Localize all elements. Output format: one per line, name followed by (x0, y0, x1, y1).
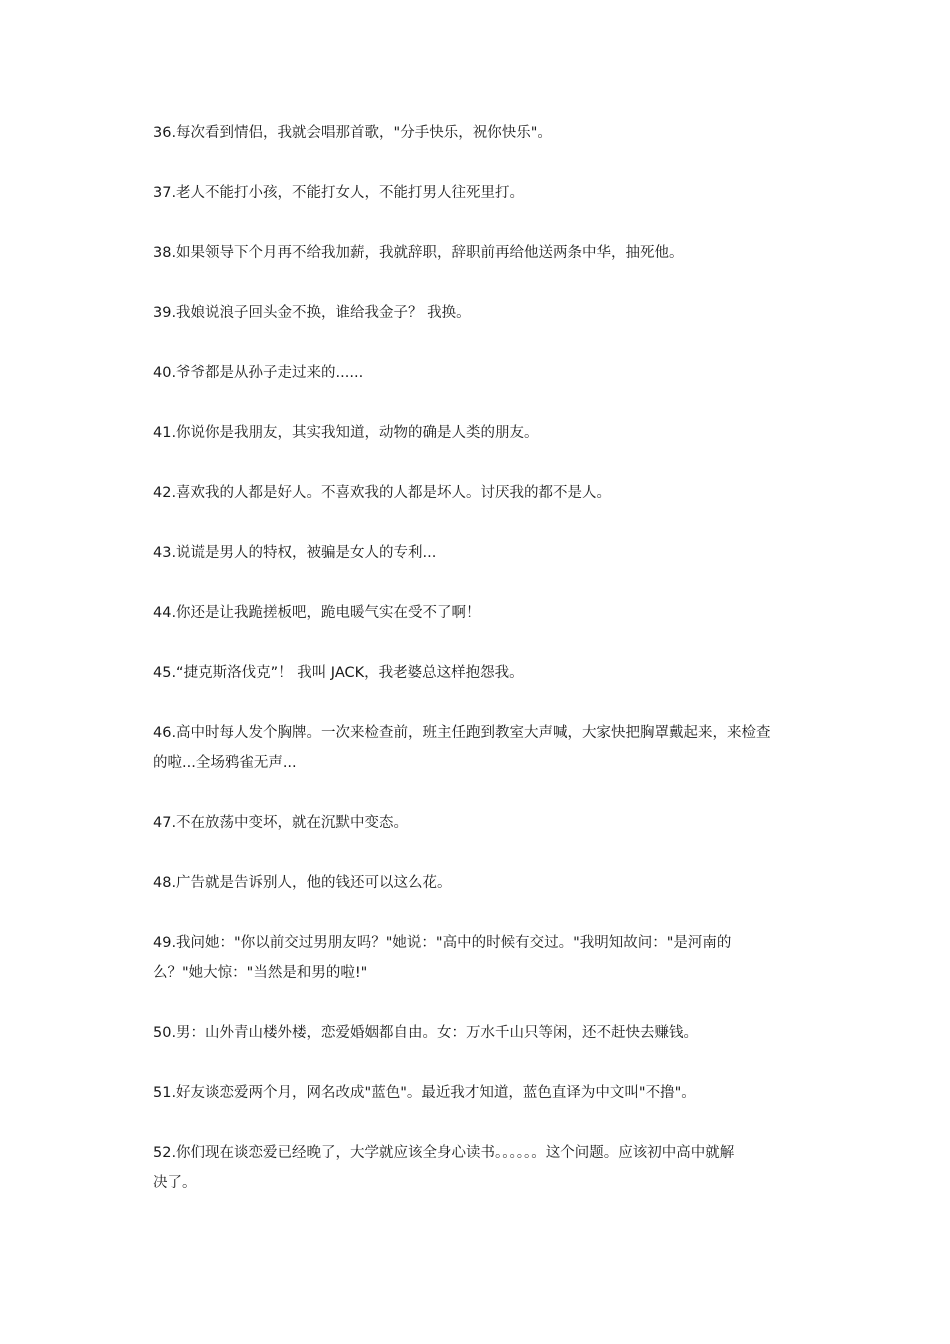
list-item (153, 178, 803, 208)
item-text: 48.广告就是告诉别人，他的钱还可以这么花。 (153, 875, 452, 891)
list-item (153, 238, 803, 268)
item-text: 52.你们现在谈恋爱已经晚了，大学就应该全身心读书。。。。。。这个问题。应该初中高中就解 (153, 1145, 735, 1161)
joke-list (153, 118, 803, 1228)
item-text: 45.“捷克斯洛伐克”！ 我叫 JACK，我老婆总这样抱怨我。 (153, 665, 524, 681)
item-text: 44.你还是让我跪搓板吧，跪电暖气实在受不了啊！ (153, 605, 481, 621)
list-item (153, 358, 803, 388)
item-text: 38.如果领导下个月再不给我加薪，我就辞职，辞职前再给他送两条中华，抽死他。 (153, 245, 684, 261)
item-text: 36.每次看到情侣，我就会唱那首歌，"分手快乐，祝你快乐"。 (153, 125, 552, 141)
list-item (153, 118, 803, 148)
list-item (153, 1078, 803, 1108)
list-item (153, 928, 803, 988)
list-item (153, 658, 803, 688)
list-item (153, 1138, 803, 1198)
list-item (153, 298, 803, 328)
list-item (153, 598, 803, 628)
item-text: 41.你说你是我朋友，其实我知道，动物的确是人类的朋友。 (153, 425, 539, 441)
list-item (153, 478, 803, 508)
item-text: 43.说谎是男人的特权，被骗是女人的专利... (153, 545, 437, 561)
item-text: 42.喜欢我的人都是好人。不喜欢我的人都是坏人。讨厌我的都不是人。 (153, 485, 612, 501)
item-text: 51.好友谈恋爱两个月，网名改成"蓝色"。最近我才知道，蓝色直译为中文叫"不撸"。 (153, 1085, 696, 1101)
item-text: 49.我问她："你以前交过男朋友吗？"她说："高中的时候有交过。"我明知故问："是河南的 (153, 935, 732, 951)
item-text: 37.老人不能打小孩，不能打女人，不能打男人往死里打。 (153, 185, 525, 201)
item-text: 50.男：山外青山楼外楼，恋爱婚姻都自由。女：万水千山只等闲，还不赶快去赚钱。 (153, 1025, 699, 1041)
item-text-continued: 的啦...全场鸦雀无声... (153, 755, 297, 771)
list-item (153, 808, 803, 838)
list-item (153, 538, 803, 568)
list-item (153, 718, 803, 778)
item-text: 40.爷爷都是从孙子走过来的...... (153, 365, 364, 381)
list-item (153, 418, 803, 448)
list-item (153, 1018, 803, 1048)
list-item (153, 868, 803, 898)
item-text-continued: 决了。 (153, 1175, 197, 1191)
item-text: 47.不在放荡中变坏，就在沉默中变态。 (153, 815, 409, 831)
item-text-continued: 么？"她大惊："当然是和男的啦!" (153, 965, 368, 981)
item-text: 39.我娘说浪子回头金不换，谁给我金子？ 我换。 (153, 305, 471, 321)
item-text: 46.高中时每人发个胸牌。一次来检查前，班主任跑到教室大声喊，大家快把胸罩戴起来，来检查 (153, 725, 771, 741)
